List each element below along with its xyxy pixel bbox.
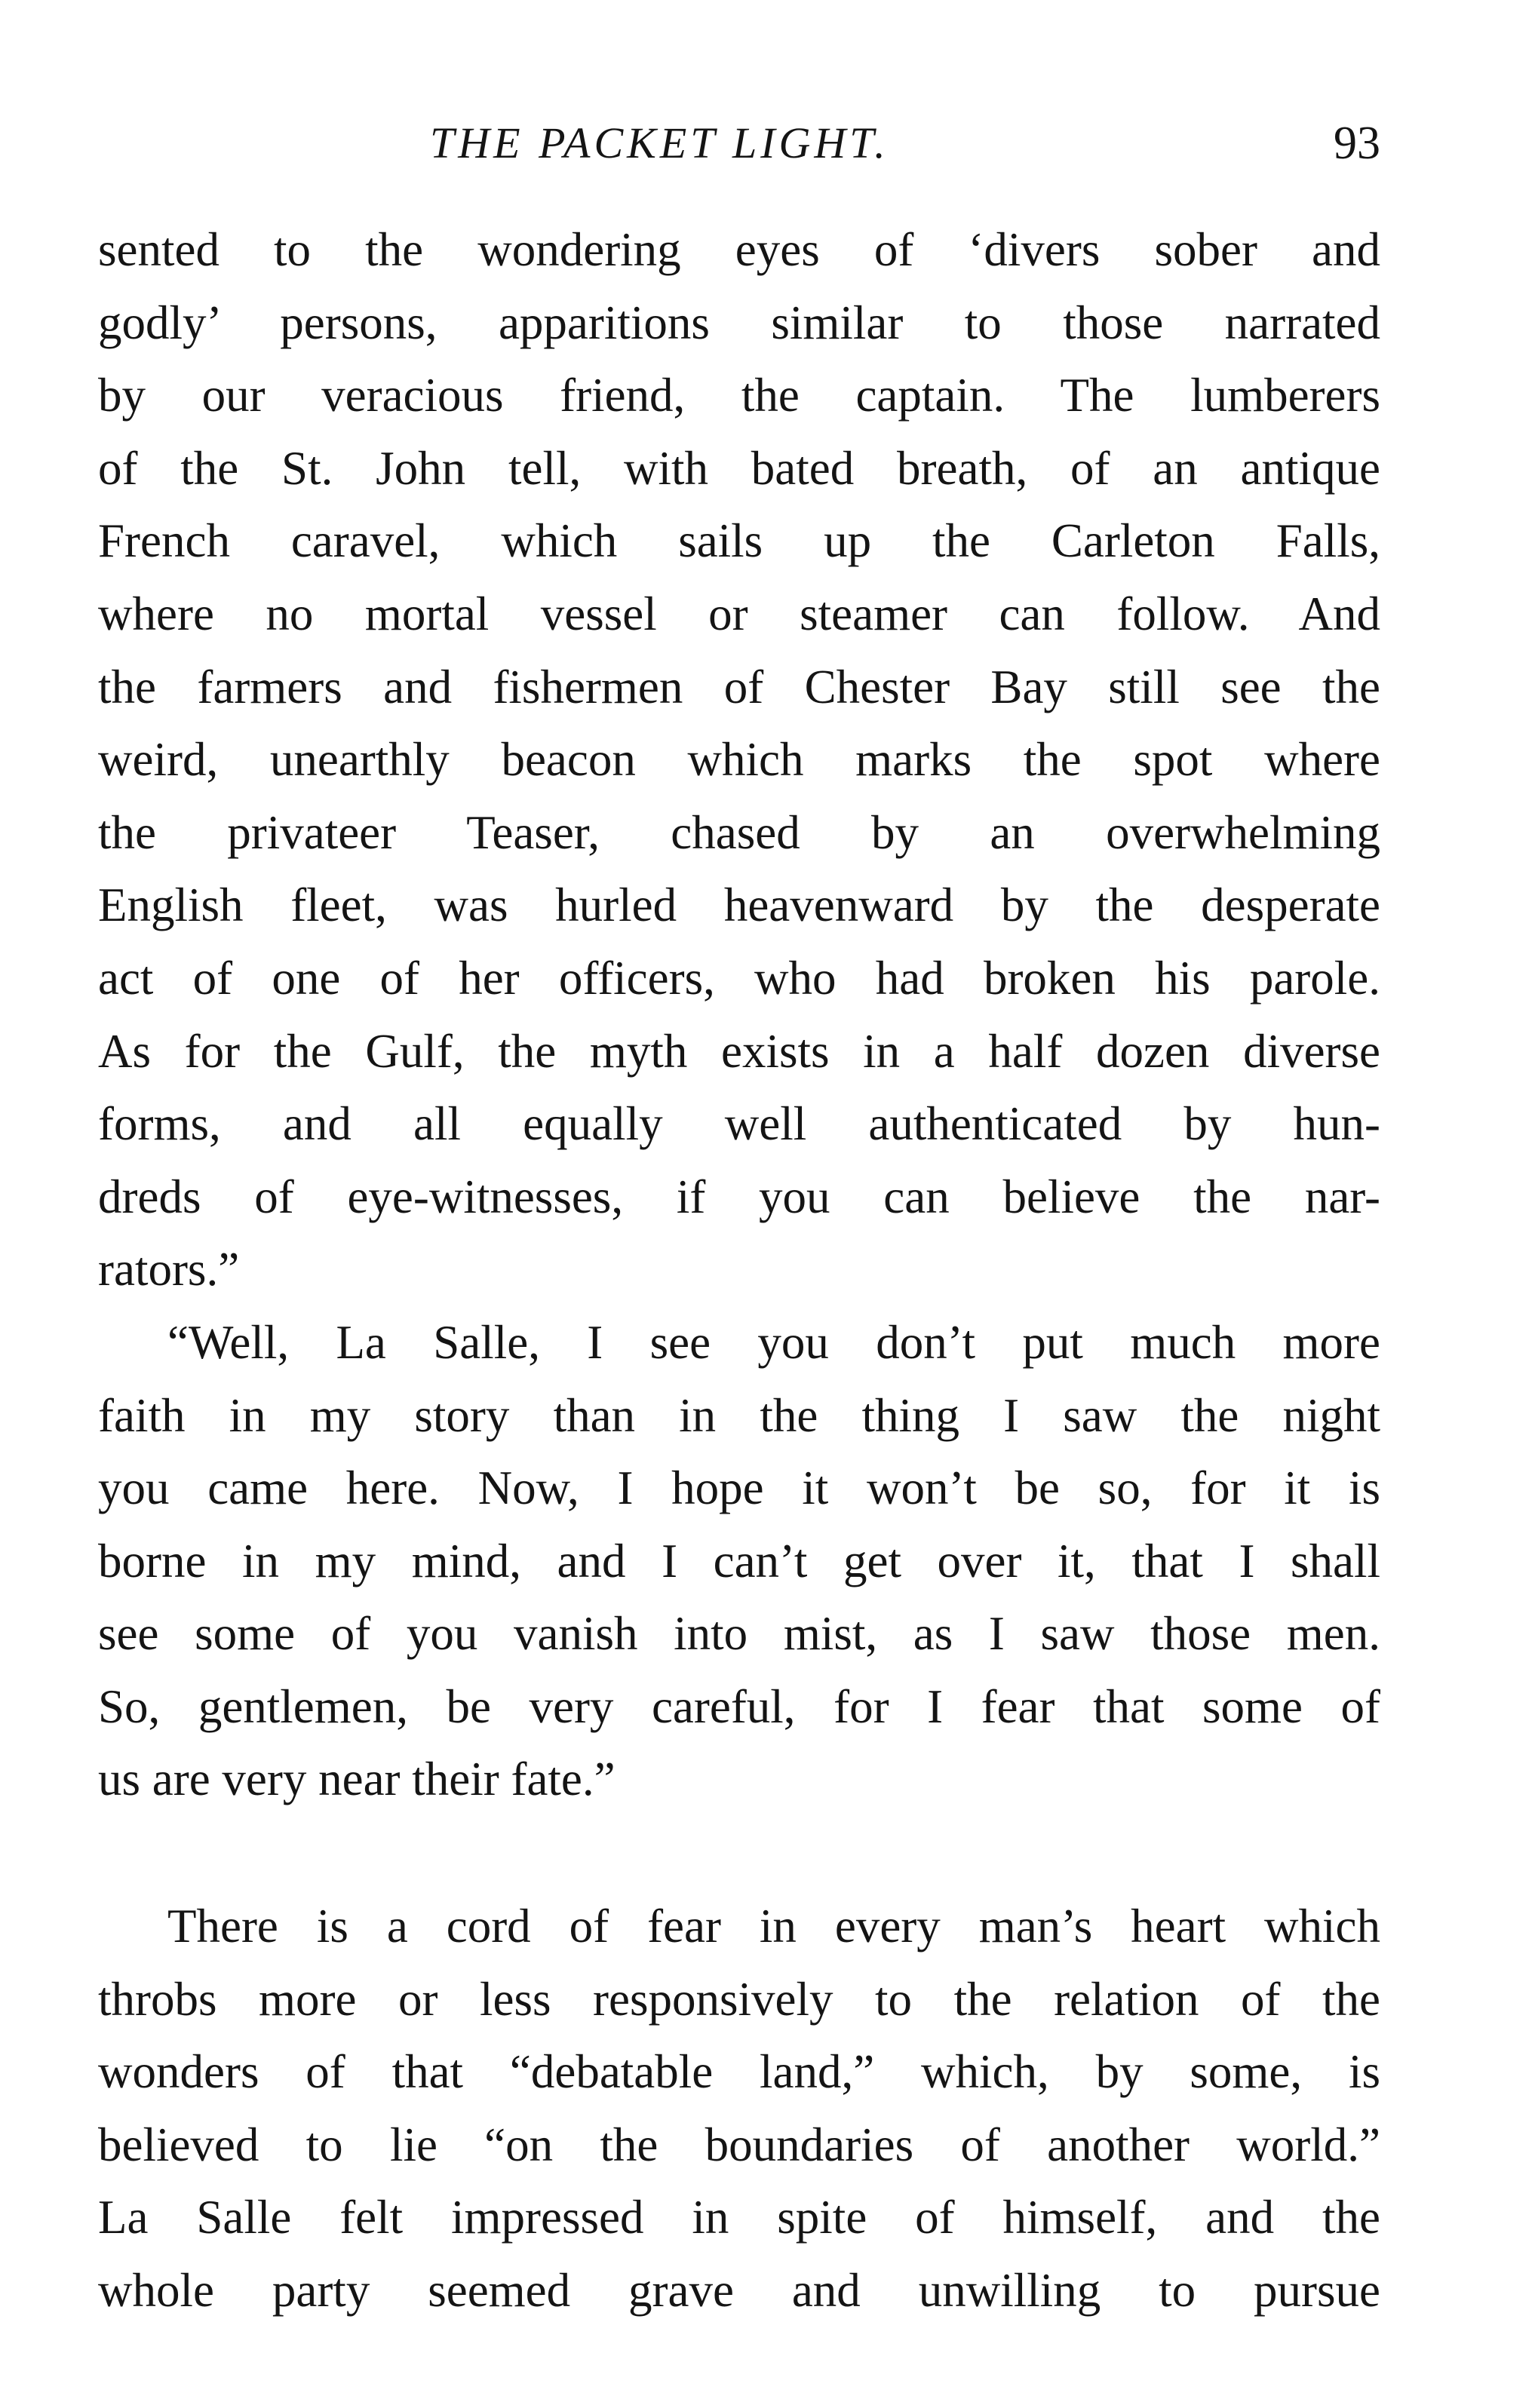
text-line: you came here. Now, I hope it won’t be so, for it is bbox=[98, 1462, 1380, 1515]
body-text bbox=[98, 213, 1380, 2327]
text-line: wonders of that “debatable land,” which, by some, is bbox=[98, 2045, 1380, 2099]
text-line: English fleet, was hurled heavenward by the desperate bbox=[98, 879, 1380, 932]
text-line: So, gentlemen, be very careful, for I fear that some of bbox=[98, 1679, 1380, 1733]
text-line: There is a cord of fear in every man’s heart which bbox=[167, 1900, 1380, 1953]
text-line: throbs more or less responsively to the relation of the bbox=[98, 1972, 1380, 2026]
section-break bbox=[98, 1816, 1380, 1890]
text-line: French caravel, which sails up the Carleton Falls, bbox=[98, 514, 1380, 568]
text-line: weird, unearthly beacon which marks the spot where bbox=[98, 733, 1380, 787]
text-line: us are very near their fate.” bbox=[98, 1753, 616, 1806]
text-line: by our veracious friend, the captain. The lumberers bbox=[98, 369, 1380, 422]
text-line: “Well, La Salle, I see you don’t put much more bbox=[167, 1315, 1380, 1369]
text-line: of the St. John tell, with bated breath, of an antique bbox=[98, 441, 1380, 495]
text-line: La Salle felt impressed in spite of himself, and the bbox=[98, 2191, 1380, 2244]
text-line: believed to lie “on the boundaries of another world.” bbox=[98, 2118, 1380, 2171]
text-line: As for the Gulf, the myth exists in a half dozen diverse bbox=[98, 1024, 1380, 1078]
paragraph-3 bbox=[98, 1890, 1380, 2327]
text-line: godly’ persons, apparitions similar to those narrated bbox=[98, 296, 1380, 349]
text-line: where no mortal vessel or steamer can follow. And bbox=[98, 587, 1380, 640]
text-line: the farmers and fishermen of Chester Bay still see the bbox=[98, 660, 1380, 713]
text-line: act of one of her officers, who had broken his parole. bbox=[98, 951, 1380, 1005]
text-line: rators.” bbox=[98, 1243, 240, 1296]
text-line: sented to the wondering eyes of ‘divers sober and bbox=[98, 223, 1380, 276]
text-line: whole party seemed grave and unwilling to pursue bbox=[98, 2264, 1380, 2318]
text-line: see some of you vanish into mist, as I saw those men. bbox=[98, 1607, 1380, 1661]
text-line: borne in my mind, and I can’t get over it, that I shall bbox=[98, 1534, 1380, 1587]
page-number: 93 bbox=[1334, 118, 1380, 169]
text-line: dreds of eye-witnesses, if you can believe the nar- bbox=[98, 1170, 1380, 1223]
text-line: the privateer Teaser, chased by an overwhelming bbox=[98, 805, 1380, 859]
paragraph-1 bbox=[98, 213, 1380, 1306]
running-head bbox=[98, 113, 1380, 173]
text-line: faith in my story than in the thing I saw the night bbox=[98, 1388, 1380, 1442]
running-title: THE PACKET LIGHT. bbox=[430, 118, 889, 167]
text-line: forms, and all equally well authenticated by hun- bbox=[98, 1097, 1380, 1151]
paragraph-2 bbox=[98, 1306, 1380, 1816]
